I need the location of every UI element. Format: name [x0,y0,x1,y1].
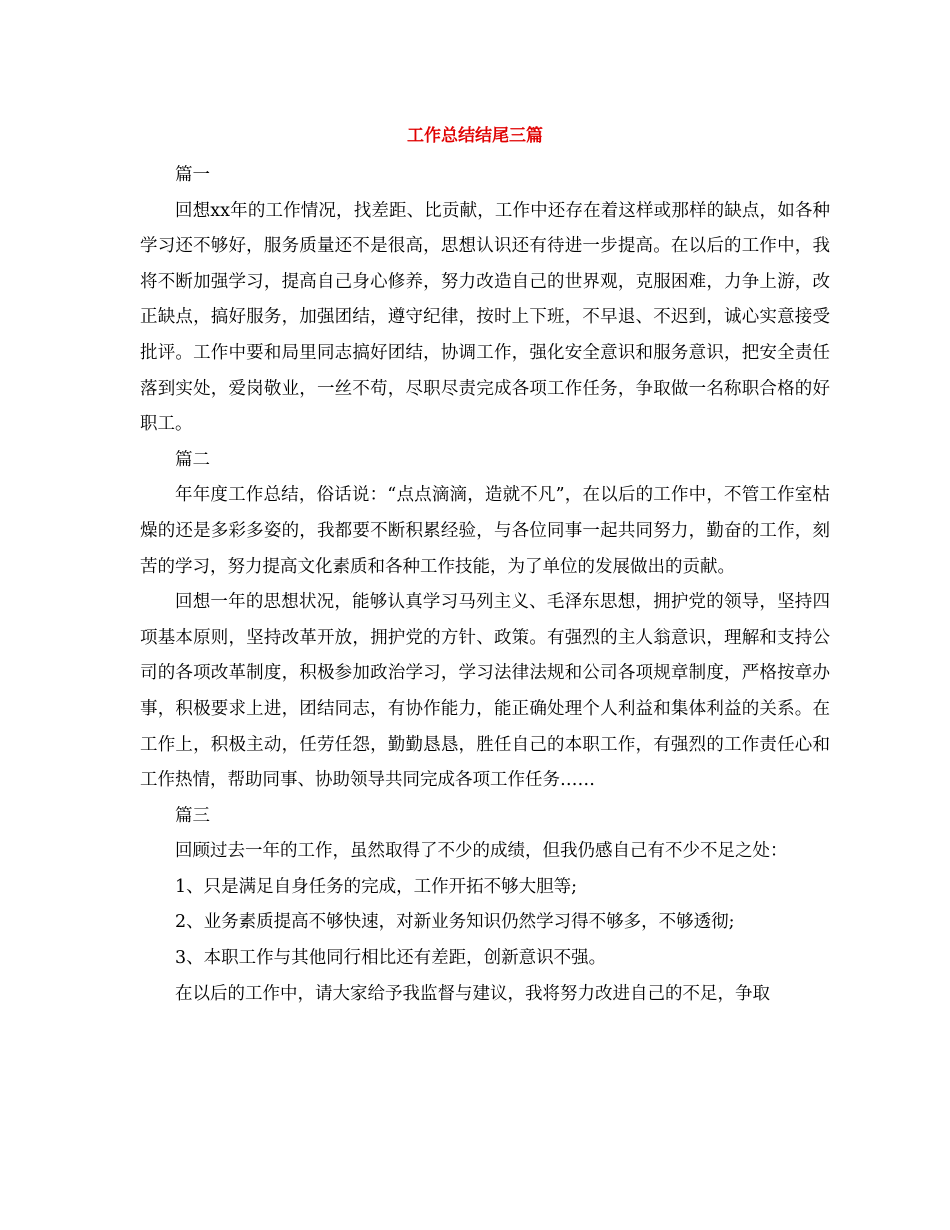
paragraph: 回想xx年的工作情况，找差距、比贡献，工作中还存在着这样或那样的缺点，如各种学习还不够好，服务质量还不是很高，思想认识还有待进一步提高。在以后的工作中，我将不断加强学习，提高自己身心修养，努力改造自己的世界观，克服困难，力争上游，改正缺点，搞好服务，加强团结，遵守纪律，按时上下班，不早退、不迟到，诚心实意接受批评。工作中要和局里同志搞好团结，协调工作，强化安全意识和服务意识，把安全责任落到实处，爱岗敬业，一丝不苟，尽职尽责完成各项工作任务，争取做一名称职合格的好职工。 [140,200,830,435]
paragraph: 回想一年的思想状况，能够认真学习马列主义、毛泽东思想，拥护党的领导，坚持四项基本原则，坚持改革开放，拥护党的方针、政策。有强烈的主人翁意识，理解和支持公司的各项改革制度，积极参加政治学习，学习法律法规和公司各项规章制度，严格按章办事，积极要求上进，团结同志，有协作能力，能正确处理个人利益和集体利益的关系。在工作上，积极主动，任劳任怨，勤勤恳恳，胜任自己的本职工作，有强烈的工作责任心和工作热情，帮助同事、协助领导共同完成各项工作任务…… [140,592,830,791]
section-heading-3: 篇三 [175,805,210,826]
document-body [140,158,830,1012]
page-title: 工作总结结尾三篇 [407,126,543,146]
list-item: 2、业务素质提高不够快速，对新业务知识仍然学习得不够多，不够透彻; [175,912,735,933]
list-item: 3、本职工作与其他同行相比还有差距，创新意识不强。 [175,948,607,969]
paragraph: 在以后的工作中，请大家给予我监督与建议，我将努力改进自己的不足，争取 [175,983,770,1004]
paragraph: 年年度工作总结，俗话说：“点点滴滴，造就不凡”，在以后的工作中，不管工作室枯燥的还是多彩多姿的，我都要不断积累经验，与各位同事一起共同努力，勤奋的工作，刻苦的学习，努力提高文化素质和各种工作技能，为了单位的发展做出的贡献。 [140,485,830,577]
paragraph: 回顾过去一年的工作，虽然取得了不少的成绩，但我仍感自己有不少不足之处： [175,841,788,862]
section-heading-1: 篇一 [175,165,210,185]
list-item: 1、只是满足自身任务的完成，工作开拓不够大胆等; [175,876,578,897]
section-heading-2: 篇二 [175,449,210,470]
